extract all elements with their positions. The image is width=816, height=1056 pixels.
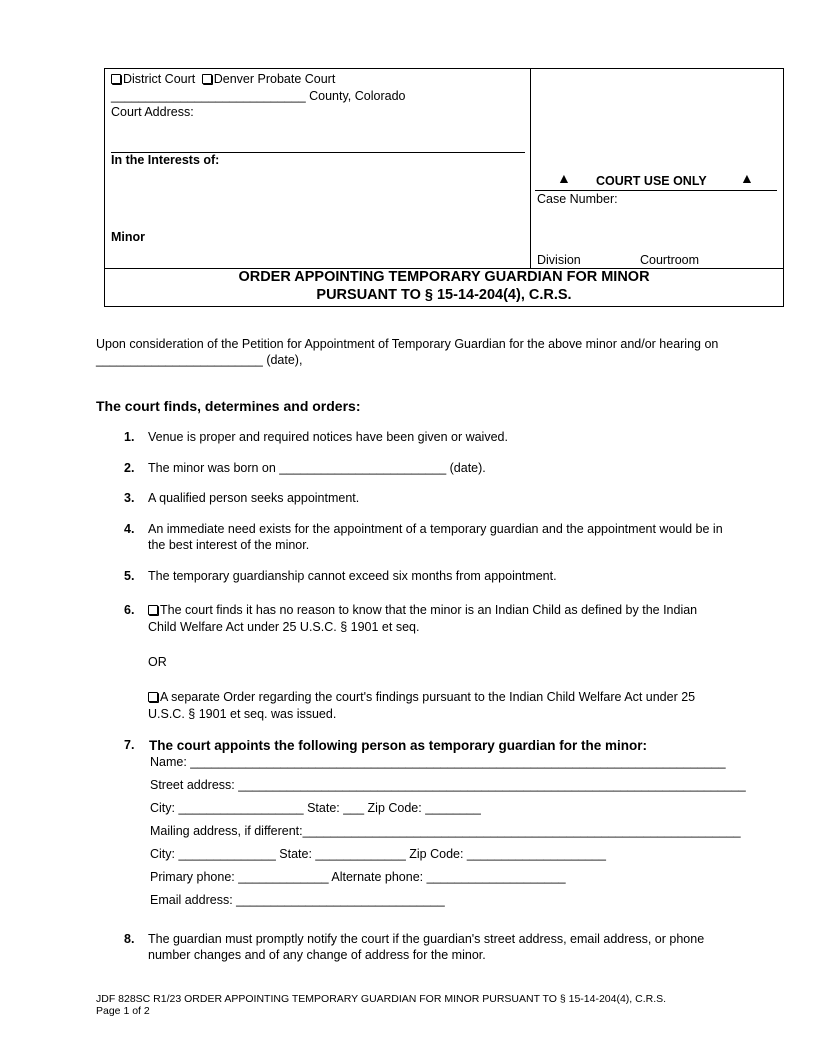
item-6-option-b-line1 (148, 690, 695, 704)
item-6-option-a-line1 (148, 603, 697, 617)
item-2-number: 2. (124, 461, 135, 475)
triangle-up-icon: ▲ (740, 170, 754, 186)
item-6-option-a-text: The court finds it has no reason to know that the minor is an Indian Child as defined by the Indian (160, 603, 698, 617)
county-line[interactable]: ____________________________ County, Colorado (111, 89, 406, 103)
item-8-line1: The guardian must promptly notify the court if the guardian's street address, email address, or phone (148, 932, 705, 946)
item-7-number: 7. (124, 738, 135, 752)
case-number-label[interactable]: Case Number: (537, 192, 618, 206)
division-label[interactable]: Division (537, 253, 581, 267)
item-5-text: The temporary guardianship cannot exceed six months from appointment. (148, 569, 557, 583)
guardian-name-field[interactable]: Name: _____________________________________________________________________________ (150, 755, 726, 769)
guardian-email-field[interactable]: Email address: ______________________________ (150, 893, 445, 907)
item-6-option-b-line2: U.S.C. § 1901 et seq. was issued. (148, 707, 337, 721)
courtroom-label[interactable]: Courtroom (640, 253, 700, 267)
guardian-phone-field[interactable]: Primary phone: _____________ Alternate phone: ____________________ (150, 870, 566, 884)
court-address-label: Court Address: (111, 105, 194, 119)
item-3-number: 3. (124, 491, 135, 505)
item-1-text: Venue is proper and required notices have been given or waived. (148, 430, 508, 444)
guardian-street-field[interactable]: Street address: _________________________________________________________________________ (150, 778, 746, 792)
caption-divider-vertical (530, 68, 531, 269)
guardian-city-state-zip-field[interactable]: City: __________________ State: ___ Zip Code: ________ (150, 801, 481, 815)
court-use-only-label: COURT USE ONLY (596, 174, 707, 188)
document-title-line2: PURSUANT TO § 15-14-204(4), C.R.S. (316, 287, 572, 303)
item-4-line2: the best interest of the minor. (148, 538, 310, 552)
district-court-label: District Court (123, 72, 196, 86)
item-4-line1: An immediate need exists for the appointment of a temporary guardian and the appointment would be in (148, 522, 723, 536)
icwa-separate-order-checkbox[interactable] (148, 692, 158, 702)
document-title-line1: ORDER APPOINTING TEMPORARY GUARDIAN FOR MINOR (238, 269, 650, 285)
court-use-underline (535, 190, 777, 191)
guardian-mailing-city-state-zip-field[interactable]: City: ______________ State: _____________ Zip Code: ____________________ (150, 847, 606, 861)
court-choice-row (111, 72, 335, 86)
item-6-number: 6. (124, 603, 135, 617)
item-8-number: 8. (124, 932, 135, 946)
footer-page-number: Page 1 of 2 (96, 1005, 150, 1017)
intro-line1: Upon consideration of the Petition for Appointment of Temporary Guardian for the above minor and/or hearing on (96, 337, 719, 351)
item-3-text: A qualified person seeks appointment. (148, 491, 360, 505)
item-6-option-a-line2: Child Welfare Act under 25 U.S.C. § 1901 et seq. (148, 620, 420, 634)
denver-probate-court-label: Denver Probate Court (213, 72, 336, 86)
item-6-or: OR (148, 655, 167, 669)
item-4-number: 4. (124, 522, 135, 536)
indian-child-no-reason-checkbox[interactable] (148, 605, 158, 615)
minor-label: Minor (111, 230, 146, 244)
findings-heading: The court finds, determines and orders: (96, 398, 361, 414)
item-2-text[interactable]: The minor was born on ________________________ (date). (148, 461, 486, 475)
footer-form-id: JDF 828SC R1/23 ORDER APPOINTING TEMPORARY GUARDIAN FOR MINOR PURSUANT TO § 15-14-204(4), C.R.S. (96, 993, 667, 1005)
item-5-number: 5. (124, 569, 135, 583)
item-8-line2: number changes and of any change of address for the minor. (148, 948, 486, 962)
triangle-up-icon: ▲ (557, 170, 571, 186)
item-1-number: 1. (124, 430, 135, 444)
denver-probate-court-checkbox[interactable] (202, 74, 212, 84)
intro-line2[interactable]: ________________________ (date), (96, 353, 303, 367)
guardian-mailing-address-field[interactable]: Mailing address, if different:_______________________________________________________________ (150, 824, 741, 838)
interests-label: In the Interests of: (111, 153, 220, 167)
item-6-option-b-text: A separate Order regarding the court's findings pursuant to the Indian Child Welfare Act under 25 (160, 690, 696, 704)
district-court-checkbox[interactable] (111, 74, 121, 84)
item-7-heading: The court appoints the following person as temporary guardian for the minor: (149, 738, 648, 753)
